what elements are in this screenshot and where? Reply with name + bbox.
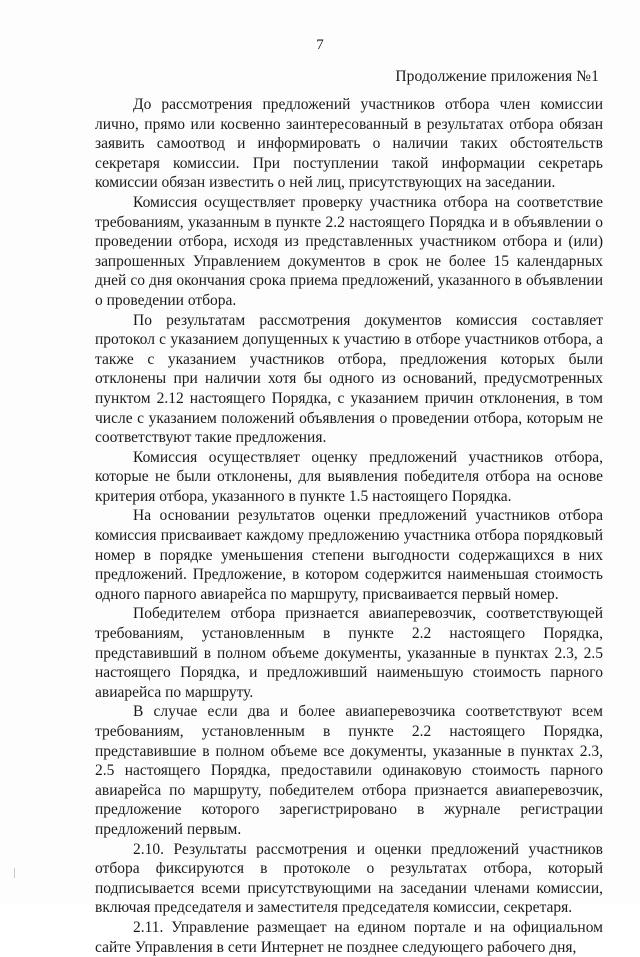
paragraph-2-10: 2.10. Результаты рассмотрения и оценки предложений участников отбора фиксируются в протоколе о результатах отбора, который подписывается всеми присутствующими на заседании членами комиссии, включая председателя и заместителя председателя комиссии, секретаря. [95,840,603,917]
paragraph-evaluation: Комиссия осуществляет оценку предложений участников отбора, которые не были отклонены, для выявления победителя отбора на основе критерия отбора, указанного в пункте 1.5 настоящего Порядка. [95,448,603,505]
paragraph-protocol: По результатам рассмотрения документов комиссия составляет протокол с указанием допущенных к участию в отборе участников отбора, а также с указанием участников отбора, предложения которых были отклонены при наличии хотя бы одного из оснований, предусмотренных пунктом 2.12 настоящего Порядка, с указанием причин отклонения, в том числе с указанием положений объявления о проведении отбора, которым не соответствуют такие предложения. [95,311,603,447]
appendix-continuation-label: Продолжение приложения №1 [395,68,599,85]
paragraph-ranking: На основании результатов оценки предложений участников отбора комиссия присваивает каждому предложению участника отбора порядковый номер в порядке уменьшения степени выгодности содержащихся в них предложений. Предложение, в котором содержится наименьшая стоимость одного парного авиарейса по маршруту, присваивается первый номер. [95,507,603,603]
scan-edge-mark [14,868,15,878]
paragraph-winner: Победителем отбора признается авиаперевозчик, соответствующей требованиям, установленным в пункте 2.2 настоящего Порядка, представивший в полном объеме документы, указанные в пунктах 2.3, 2.5 настоящего Порядка, и предложивший наименьшую стоимость парного авиарейса по маршруту. [95,605,603,701]
paragraph-verification: Комиссия осуществляет проверку участника отбора на соответствие требованиям, указанным в пункте 2.2 настоящего Порядка и в объявлении о проведении отбора, исходя из представленных участником отбора и (или) запрошенных Управлением документов в срок не более 15 календарных дней со дня окончания срока приема предложений, указанного в объявлении о проведении отбора. [95,193,603,309]
paragraph-tie-break: В случае если два и более авиаперевозчика соответствуют всем требованиям, установленным в пункте 2.2 настоящего Порядка, представившие в полном объеме все документы, указанные в пунктах 2.3, 2.5 настоящего Порядка, предоставили одинаковую стоимость парного авиарейса по маршруту, победителем отбора признается авиаперевозчик, предложение которого зарегистрировано в журнале регистрации предложений первым. [95,703,603,838]
paragraph-recusal: До рассмотрения предложений участников отбора член комиссии лично, прямо или косвенно заинтересованный в результатах отбора обязан заявить самоотвод и информировать о наличии таких обстоятельств секретаря комиссии. При поступлении такой информации секретарь комиссии обязан известить о ней лиц, присутствующих на заседании. [95,96,603,192]
paragraph-2-11: 2.11. Управление размещает на едином портале и на официальном сайте Управления в сети Интернет не позднее следующего рабочего дня, [95,918,603,956]
document-body [95,95,603,957]
page-number: 7 [316,37,324,53]
